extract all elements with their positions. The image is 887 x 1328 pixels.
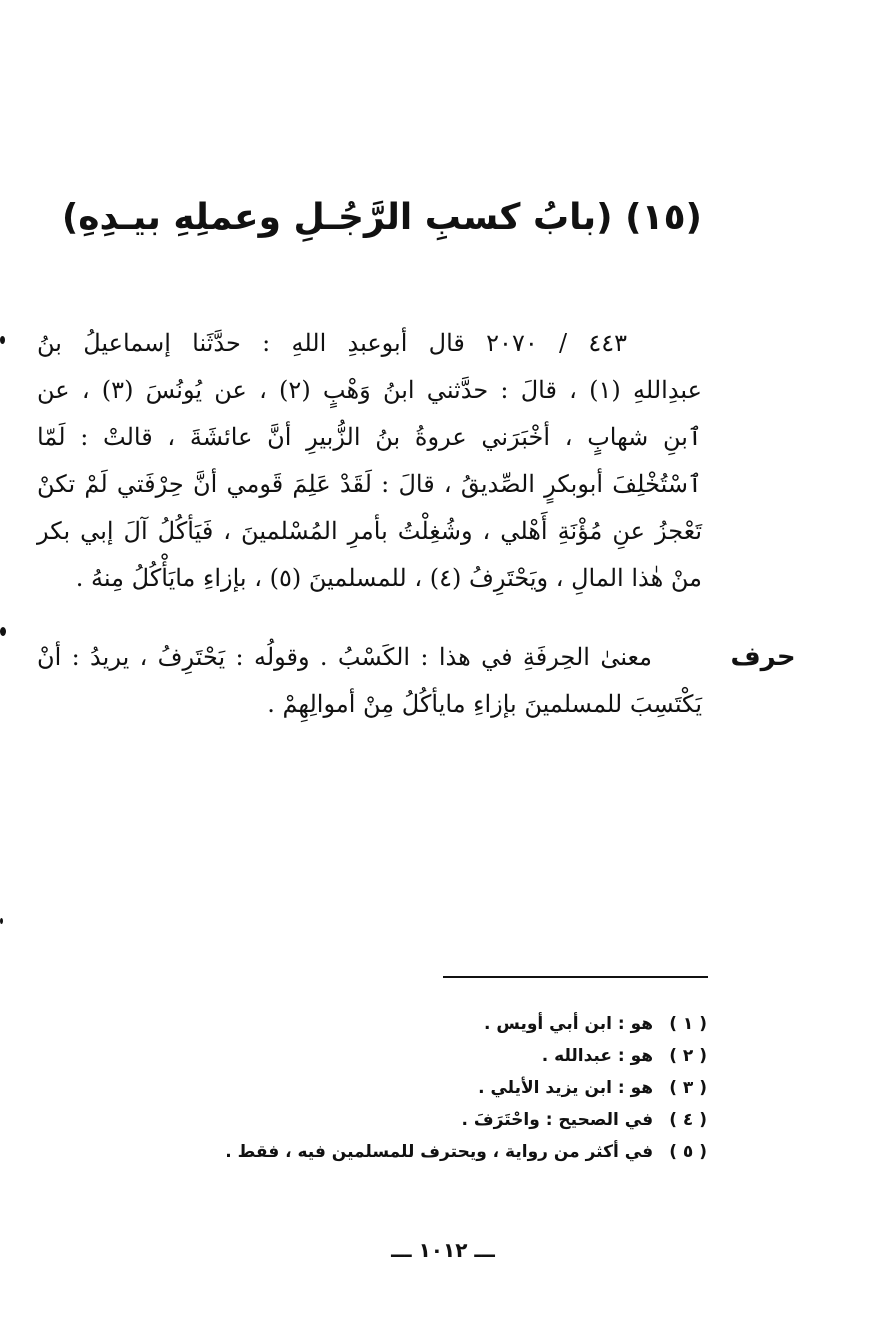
footnote-item — [147, 1040, 707, 1072]
explanation-line: يَكْتَسِبَ للمسلمينَ بإزاءِ مايأكُلُ مِنْ أموالِهِمْ . — [267, 690, 702, 718]
footnotes — [147, 1008, 707, 1168]
footnote-number: ( ٥ ) — [669, 1142, 707, 1162]
margin-keyword: حرف — [730, 642, 796, 672]
footnote-number: ( ٢ ) — [669, 1046, 707, 1066]
explanation-line: معنىٰ الحِرفَةِ في هذا : الكَسْبُ . وقولُه : يَحْتَرِفُ ، يريدُ : أنْ — [37, 643, 652, 671]
chapter-title: (١٥) (بابُ كسبِ الرَّجُـلِ وعملِهِ بيـدِهِ) — [61, 197, 702, 238]
footnote-item — [147, 1104, 707, 1136]
footnote-text: في أكثر من رواية ، ويحترف للمسلمين فيه ، فقط . — [225, 1142, 654, 1162]
scan-speck — [0, 627, 6, 636]
footnote-number: ( ٣ ) — [669, 1078, 707, 1098]
footnote-text: هو : ابن يزيد الأيلي . — [478, 1078, 654, 1098]
footnote-number: ( ٤ ) — [669, 1110, 707, 1130]
hadith-line: ٤٤٣ / ٢٠٧٠ قال أبوعبدِ اللهِ : حدَّثَنا إسماعيلُ بنُ — [37, 329, 627, 357]
footnote-divider — [443, 976, 708, 978]
explanation-text — [37, 634, 702, 728]
hadith-line: منْ هٰذا المالِ ، ويَحْتَرِفُ (٤) ، للمسلمينَ (٥) ، بإزاءِ مايَأْكُلُ مِنهُ . — [75, 564, 702, 592]
scan-speck — [0, 918, 3, 924]
footnote-item — [147, 1072, 707, 1104]
footnote-number: ( ١ ) — [669, 1014, 707, 1034]
footnote-text: هو : عبدالله . — [541, 1046, 654, 1066]
footnote-item — [147, 1008, 707, 1040]
hadith-line: تَعْجزُ عنِ مُؤْنَةِ أَهْلي ، وشُغِلْتُ بأمرِ المُسْلمينَ ، فَيَأكُلُ آلَ إبي بكر — [37, 517, 702, 545]
footnote-text: في الصحيح : واحْتَرَفَ . — [461, 1110, 654, 1130]
hadith-line: ٱسْتُخْلِفَ أبوبكرٍ الصِّديقُ ، قالَ : لَقَدْ عَلِمَ قَومي أنَّ حِرْفَتي لَمْ تكنْ — [37, 470, 702, 498]
hadith-line: ٱبنِ شهابٍ ، أخْبَرَني عروةُ بنُ الزُّبيرِ أنَّ عائشَةَ ، قالتْ : لَمّا — [37, 423, 702, 451]
hadith-text — [37, 320, 702, 602]
footnote-text: هو : ابن أبي أويس . — [484, 1014, 654, 1034]
hadith-line: عبدِاللهِ (١) ، قالَ : حدَّثني ابنُ وَهْبٍ (٢) ، عن يُونُسَ (٣) ، عن — [37, 376, 702, 404]
page-number: ـــ ١٠١٢ ـــ — [391, 1238, 495, 1262]
footnote-item — [147, 1136, 707, 1168]
scan-speck — [0, 336, 5, 344]
